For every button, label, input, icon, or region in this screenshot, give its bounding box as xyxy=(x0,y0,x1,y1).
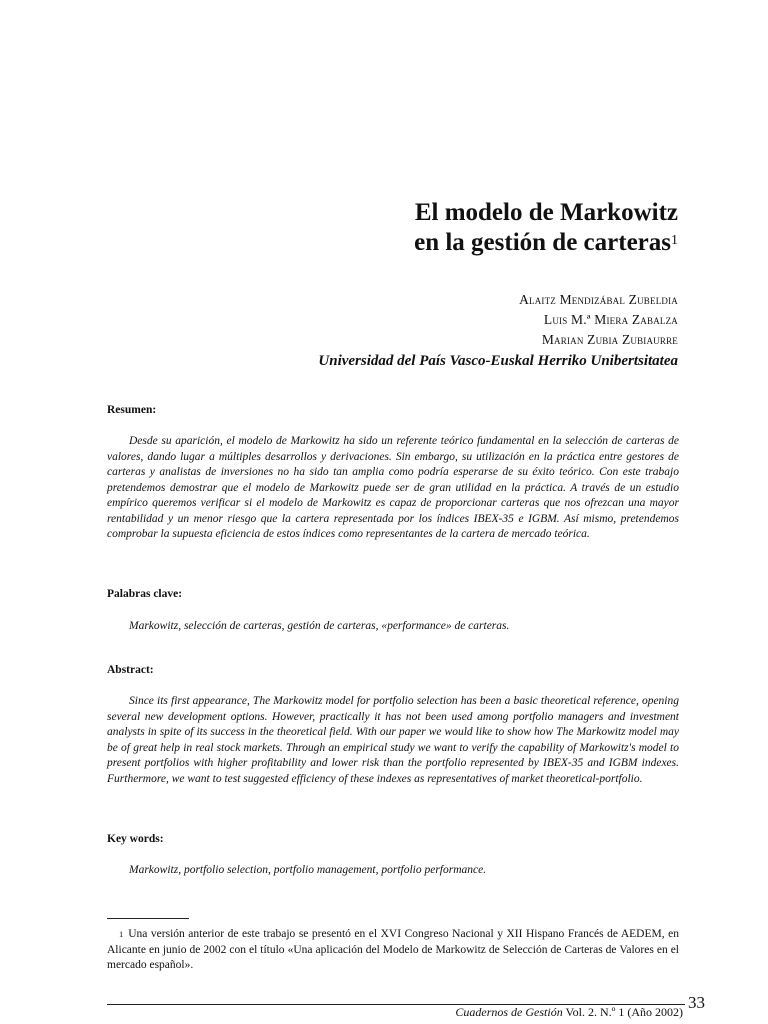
key-words-heading: Key words: xyxy=(107,833,164,845)
footnote-mark: 1 xyxy=(119,929,124,939)
palabras-clave-text: Markowitz, selección de carteras, gestión de carteras, «performance» de carteras. xyxy=(129,620,510,632)
author-name: Luis M.ª Miera Zabalza xyxy=(543,312,678,327)
title-line-2: en la gestión de carteras xyxy=(414,229,671,256)
footnote-text: Una versión anterior de este trabajo se presentó en el XVI Congreso Nacional y XII Hispano Francés de AEDEM, en Alicante en junio de 2002 con el título «Una aplicación del Modelo de Markowitz de Selección de Carteras de Valores en el mercado español». xyxy=(107,928,679,971)
abstract-text: Since its first appearance, The Markowitz model for portfolio selection has been a basic theoretical reference, opening several new development options. However, practically it has not been used among portfolio managers and investment analysts in spite of its success in the theoretical field. With our paper we would like to show how The Markowitz model may be of great help in real stock markets. Through an empirical study we want to verify the capability of Markowitz's model to present portfolios with higher profitability and lower risk than the portfolio represented by IBEX-35 and IGBM indexes. Furthermore, we want to test suggested efficiency of these indexes as representatives of market theoretical-portfolio. xyxy=(107,695,679,785)
author-name: Marian Zubia Zubiaurre xyxy=(541,332,678,347)
title-footnote-ref[interactable]: 1 xyxy=(671,233,678,248)
journal-volume: Vol. 2. N.º 1 (Año 2002) xyxy=(565,1005,683,1019)
page-title xyxy=(414,198,678,258)
palabras-clave-heading: Palabras clave: xyxy=(107,588,183,600)
author-affiliation: Universidad del País Vasco-Euskal Herriko Unibertsitatea xyxy=(318,353,678,369)
footnote xyxy=(107,927,679,974)
title-line-1: El modelo de Markowitz xyxy=(414,199,678,226)
author-block xyxy=(318,290,678,371)
resumen-heading: Resumen: xyxy=(107,404,157,416)
running-footer xyxy=(455,1005,683,1019)
footnote-divider xyxy=(107,918,189,919)
key-words-text: Markowitz, portfolio selection, portfolio management, portfolio performance. xyxy=(129,864,487,876)
resumen-text: Desde su aparición, el modelo de Markowitz ha sido un referente teórico fundamental en la selección de carteras de valores, dando lugar a múltiples desarrollos y derivaciones. Sin embargo, su utilización en la práctica entre gestores de carteras y analistas de inversiones no ha sido tan amplia como podría esperarse de su éxito teórico. Con este trabajo pretendemos demostrar que el modelo de Markowitz puede ser de gran utilidad en la práctica. A través de un estudio empírico queremos verificar si el modelo de Markowitz es capaz de proporcionar carteras que nos ofrezcan una mayor rentabilidad y un menor riesgo que la cartera representada por los índices IBEX-35 e IGBM. Así mismo, pretendemos comprobar la supuesta eficiencia de estos índices como representantes de la cartera de mercado teórica. xyxy=(107,435,679,540)
page-number: 33 xyxy=(688,993,705,1012)
author-name: Alaitz Mendizábal Zubeldia xyxy=(519,292,678,307)
abstract-heading: Abstract: xyxy=(107,664,154,676)
journal-name: Cuadernos de Gestión xyxy=(455,1005,563,1019)
